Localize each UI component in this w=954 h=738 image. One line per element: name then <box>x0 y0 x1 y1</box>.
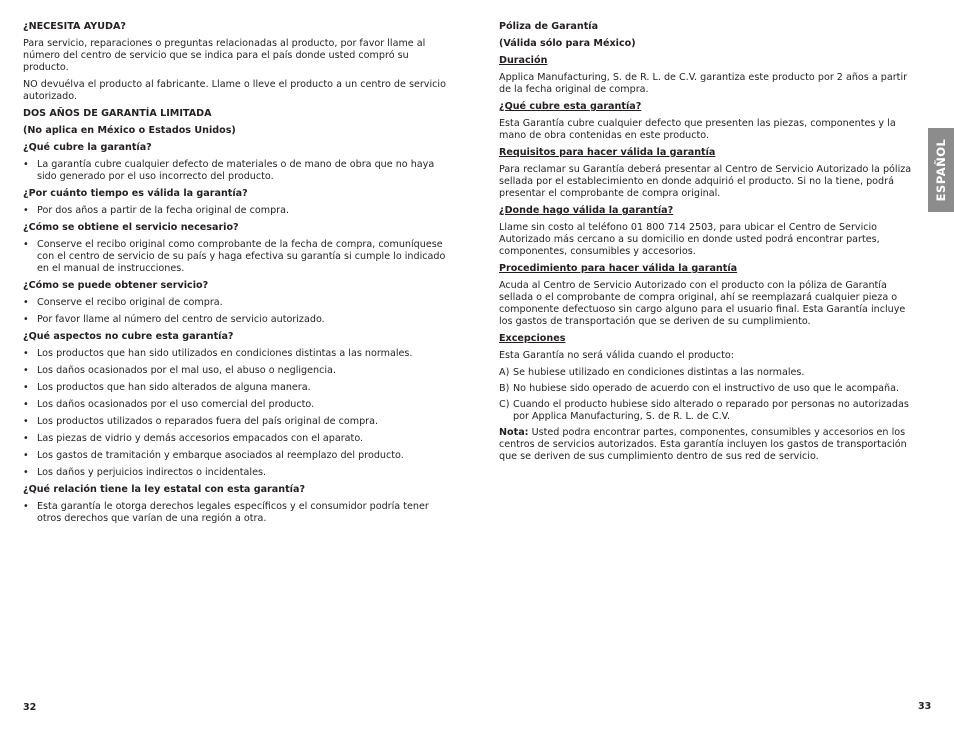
note-paragraph <box>499 427 912 463</box>
section-heading: ¿Qué relación tiene la ley estatal con esta garantía? <box>23 484 306 495</box>
section-heading-underlined: Requisitos para hacer válida la garantía <box>499 147 716 158</box>
note-text: Usted podra encontrar partes, componentes, consumibles y accesorios en los centros de servicios autorizados. Esta garantía incluyen los gastos de transportación que se deriven de sus cumplimiento dentro de sus red de servicio. <box>499 427 907 462</box>
lettered-list <box>499 367 912 423</box>
paragraph: Acuda al Centro de Servicio Autorizado con el producto con la póliza de Garantía sellada o el comprobante de compra original, ahí se reemplazará cualquier pieza o componente defectuoso sin cargo alguno para el usuario final. Esta Garantía incluye los gastos de transportación que se deriven de su cumplimiento. <box>499 280 906 327</box>
paragraph: Para servicio, reparaciones o preguntas relacionadas al producto, por favor llame al número del centro de servicio que se indica para el país donde usted compró su producto. <box>23 38 426 73</box>
item-letter: A) <box>499 367 510 378</box>
section-heading: ¿Cómo se obtiene el servicio necesario? <box>23 222 239 233</box>
bullet-item: • Los productos utilizados o reparados fuera del país original de compra. <box>23 416 455 428</box>
note-label: Nota: <box>499 427 529 438</box>
item-text: Cuando el producto hubiese sido alterado o reparado por personas no autorizadas por Applica Manufacturing, S. de R. L. de C.V. <box>513 399 909 422</box>
section-heading: ¿Cómo se puede obtener servicio? <box>23 280 209 291</box>
paragraph: Esta Garantía no será válida cuando el producto: <box>499 350 734 361</box>
section-heading-underlined: ¿Donde hago válida la garantía? <box>499 205 674 216</box>
bullet-item: • Los productos que han sido utilizados en condiciones distintas a las normales. <box>23 348 455 360</box>
section-heading: ¿Qué aspectos no cubre esta garantía? <box>23 331 234 342</box>
bullet-item: • Los gastos de tramitación y embarque asociados al reemplazo del producto. <box>23 450 455 462</box>
bullet-list <box>23 297 455 326</box>
item-letter: B) <box>499 383 510 394</box>
paragraph: Applica Manufacturing, S. de R. L. de C.V. garantiza este producto por 2 años a partir de la fecha original de compra. <box>499 72 908 95</box>
bullet-list <box>23 205 455 217</box>
lettered-item <box>499 367 912 379</box>
section-heading-underlined: ¿Qué cubre esta garantía? <box>499 101 642 112</box>
section-heading: (Válida sólo para México) <box>499 38 636 49</box>
bullet-item: • Conserve el recibo original de compra. <box>23 297 455 309</box>
bullet-item: • Por dos años a partir de la fecha original de compra. <box>23 205 455 217</box>
item-text: Se hubiese utilizado en condiciones distintas a las normales. <box>513 367 805 378</box>
section-heading-underlined: Excepciones <box>499 333 566 344</box>
section-heading: (No aplica en México o Estados Unidos) <box>23 125 236 136</box>
bullet-list <box>23 348 455 479</box>
section-heading-underlined: Procedimiento para hacer válida la garantía <box>499 263 738 274</box>
section-heading: ¿Por cuánto tiempo es válida la garantía? <box>23 188 248 199</box>
bullet-item: • Los productos que han sido alterados de alguna manera. <box>23 382 455 394</box>
bullet-item: • Esta garantía le otorga derechos legales específicos y el consumidor podría tener otros derechos que varían de una región a otra. <box>23 501 455 525</box>
section-heading: ¿Qué cubre la garantía? <box>23 142 152 153</box>
bullet-item: • La garantía cubre cualquier defecto de materiales o de mano de obra que no haya sido generado por el uso incorrecto del producto. <box>23 159 455 183</box>
bullet-item: • Por favor llame al número del centro de servicio autorizado. <box>23 314 455 326</box>
paragraph: NO devuélva el producto al fabricante. Llame o lleve el producto a un centro de servicio autorizado. <box>23 79 446 102</box>
section-heading: ¿NECESITA AYUDA? <box>23 21 126 32</box>
section-heading: Póliza de Garantía <box>499 21 599 32</box>
bullet-item: • Conserve el recibo original como comprobante de la fecha de compra, comuníquese con el centro de servicio de su país y haga efectiva su garantía si cumple lo indicado en el manual de instrucciones. <box>23 239 455 275</box>
lettered-item <box>499 383 912 395</box>
left-page-column <box>23 21 455 530</box>
paragraph: Esta Garantía cubre cualquier defecto que presenten las piezas, componentes y la mano de obra contenidas en este producto. <box>499 118 896 141</box>
bullet-item: • Los daños ocasionados por el mal uso, el abuso o negligencia. <box>23 365 455 377</box>
language-tab <box>928 128 954 212</box>
language-tab-label: ESPAÑOL <box>934 138 948 202</box>
bullet-item: • Los daños y perjuicios indirectos o incidentales. <box>23 467 455 479</box>
item-text: No hubiese sido operado de acuerdo con el instructivo de uso que le acompaña. <box>513 383 900 394</box>
item-letter: C) <box>499 399 510 410</box>
bullet-list <box>23 159 455 183</box>
paragraph: Para reclamar su Garantía deberá presentar al Centro de Servicio Autorizado la póliza sellada por el establecimiento en donde adquirió el producto. Si no la tiene, podrá presentar el comprobante de compra original. <box>499 164 912 199</box>
lettered-item <box>499 399 912 423</box>
section-heading: DOS AÑOS DE GARANTÍA LIMITADA <box>23 108 212 119</box>
page-number-left: 32 <box>23 702 37 713</box>
bullet-item: • Los daños ocasionados por el uso comercial del producto. <box>23 399 455 411</box>
page-number-right: 33 <box>918 701 932 712</box>
bullet-list <box>23 501 455 525</box>
bullet-list <box>23 239 455 275</box>
bullet-item: • Las piezas de vidrio y demás accesorios empacados con el aparato. <box>23 433 455 445</box>
right-page-column <box>499 21 912 468</box>
paragraph: Llame sin costo al teléfono 01 800 714 2503, para ubicar el Centro de Servicio Autorizado más cercano a su domicilio en donde usted podrá encontrar partes, componentes, consumibles y accesorios. <box>499 222 880 257</box>
section-heading-underlined: Duración <box>499 55 548 66</box>
